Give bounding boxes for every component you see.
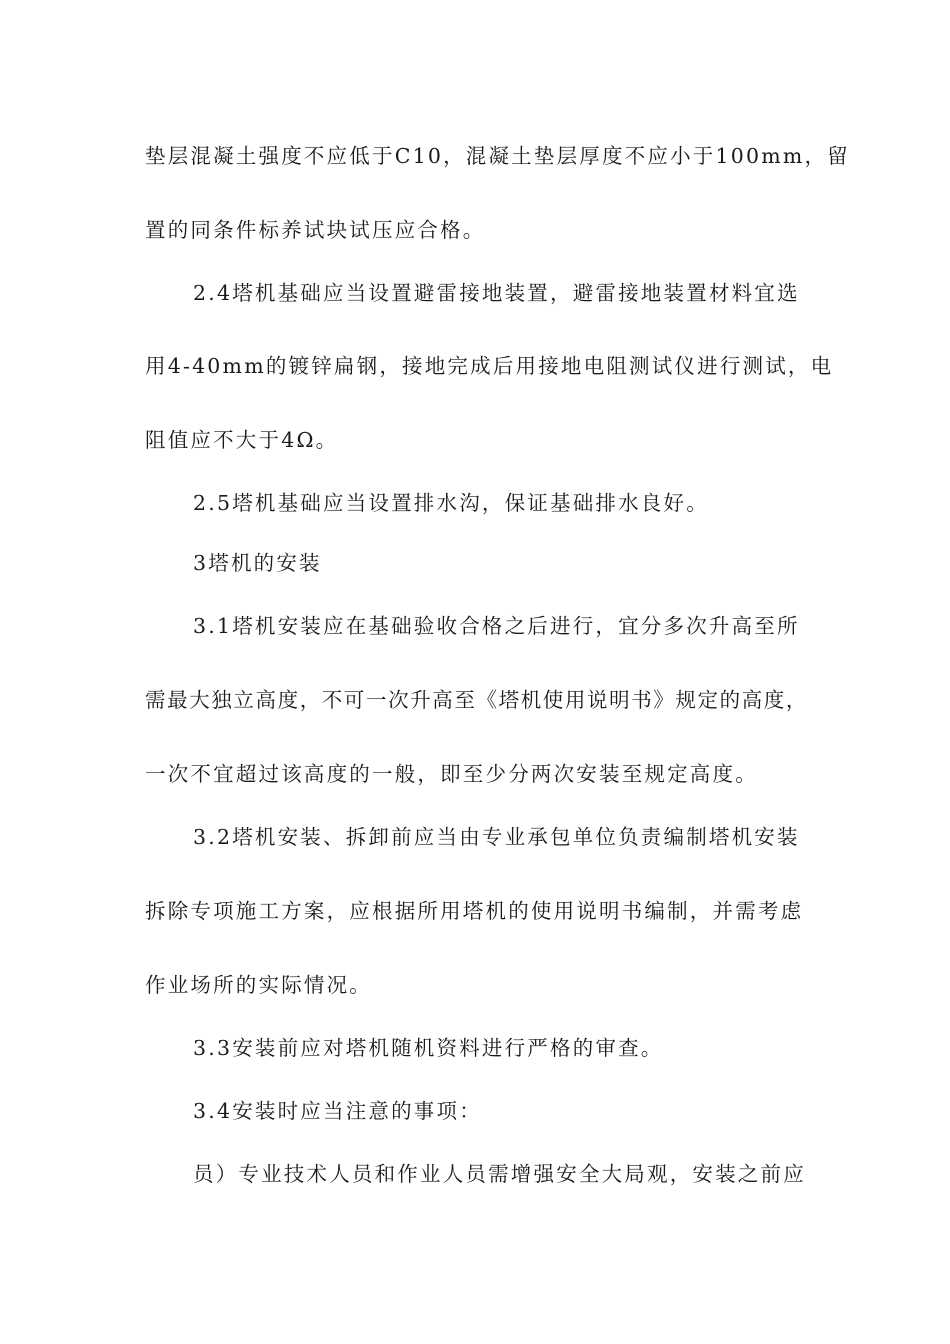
text-line-two-stages: 一次不宜超过该高度的一般，即至少分两次安装至规定高度。 xyxy=(145,762,758,786)
text-line-resistance-value: 阻值应不大于4Ω。 xyxy=(145,428,339,452)
text-line-2-5-drainage: 2.5塔机基础应当设置排水沟，保证基础排水良好。 xyxy=(193,491,709,515)
section-heading-installation: 3塔机的安装 xyxy=(193,551,322,575)
text-line-3-1-install: 3.1塔机安装应在基础验收合格之后进行，宜分多次升高至所 xyxy=(193,614,800,638)
text-line-special-scheme: 拆除专项施工方案，应根据所用塔机的使用说明书编制，并需考虑 xyxy=(145,899,804,923)
text-line-max-height: 需最大独立高度，不可一次升高至《塔机使用说明书》规定的高度， xyxy=(145,688,808,712)
text-line-foundation-strength: 垫层混凝土强度不应低于C10，混凝土垫层厚度不应小于100mm，留 xyxy=(145,144,850,168)
text-line-personnel: 员）专业技术人员和作业人员需增强安全大局观，安装之前应 xyxy=(193,1162,806,1186)
text-line-2-4-lightning: 2.4塔机基础应当设置避雷接地装置，避雷接地装置材料宜选 xyxy=(193,281,800,305)
text-line-3-4-notes: 3.4安装时应当注意的事项： xyxy=(193,1099,482,1123)
text-line-site-conditions: 作业场所的实际情况。 xyxy=(145,973,372,997)
text-line-3-3-review: 3.3安装前应对塔机随机资料进行严格的审查。 xyxy=(193,1036,664,1060)
text-line-grounding-steel: 用4-40mm的镀锌扁钢，接地完成后用接地电阻测试仪进行测试，电 xyxy=(145,354,834,378)
text-line-3-2-plan: 3.2塔机安装、拆卸前应当由专业承包单位负责编制塔机安装 xyxy=(193,825,800,849)
text-line-test-block: 置的同条件标养试块试压应合格。 xyxy=(145,218,486,242)
